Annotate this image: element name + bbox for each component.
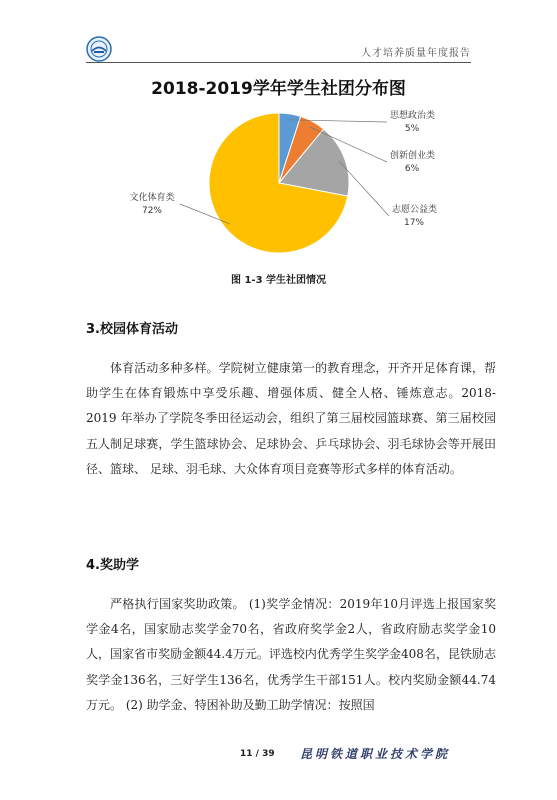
page-number: 11 / 39 xyxy=(240,749,275,759)
section-heading-scholarship: 4.奖助学 xyxy=(86,558,139,573)
slice-label-2: 志愿公益类 xyxy=(392,205,438,215)
school-name: 昆明铁道职业技术学院 xyxy=(300,747,451,761)
slice-percent-3: 72% xyxy=(141,206,163,216)
paragraph-sports: 体育活动多种多样。学院树立健康第一的教育理念，开齐开足体育课，帮助学生在体育锻炼中享受乐趣、增强体质、健全人格、锤炼意志。2018-2019 年举办了学院冬季田径运动会，组织了第三届校园篮球赛、第三届校园五人制足球赛，学生篮球协会、足球协会、乒乓球协会、羽毛球协会等开展田径、篮球、 足球、羽毛球、大众体育项目竞赛等形式多样的体育活动。 xyxy=(86,361,496,476)
section-heading-sports: 3.校园体育活动 xyxy=(86,322,178,337)
figure-caption: 图 1-3 学生社团情况 xyxy=(230,275,327,286)
slice-percent-0: 5% xyxy=(404,124,420,134)
chart-title: 2018-2019学年学生社团分布图 xyxy=(151,79,406,99)
report-title: 人才培养质量年度报告 xyxy=(361,48,471,59)
slice-percent-1: 6% xyxy=(404,164,420,174)
slice-percent-2: 17% xyxy=(403,218,425,228)
pie-chart xyxy=(0,0,557,270)
slice-label-3: 文化体育类 xyxy=(129,193,175,203)
slice-label-1: 创新创业类 xyxy=(390,151,436,161)
slice-label-0: 思想政治类 xyxy=(390,111,436,121)
paragraph-scholarship: 严格执行国家奖助政策。 (1)奖学金情况：2019年10月评选上报国家奖学金4名，国家励志奖学金70名，省政府奖学金2人，省政府励志奖学金10人，国家省市奖励金额44.4万元。评选校内优秀学生奖学金408名，昆铁励志奖学金136名，三好学生136名，优秀学生干部151人。校内奖励金额44.74万元。 (2) 助学金、特困补助及勤工助学情况：按照国 xyxy=(86,597,496,712)
